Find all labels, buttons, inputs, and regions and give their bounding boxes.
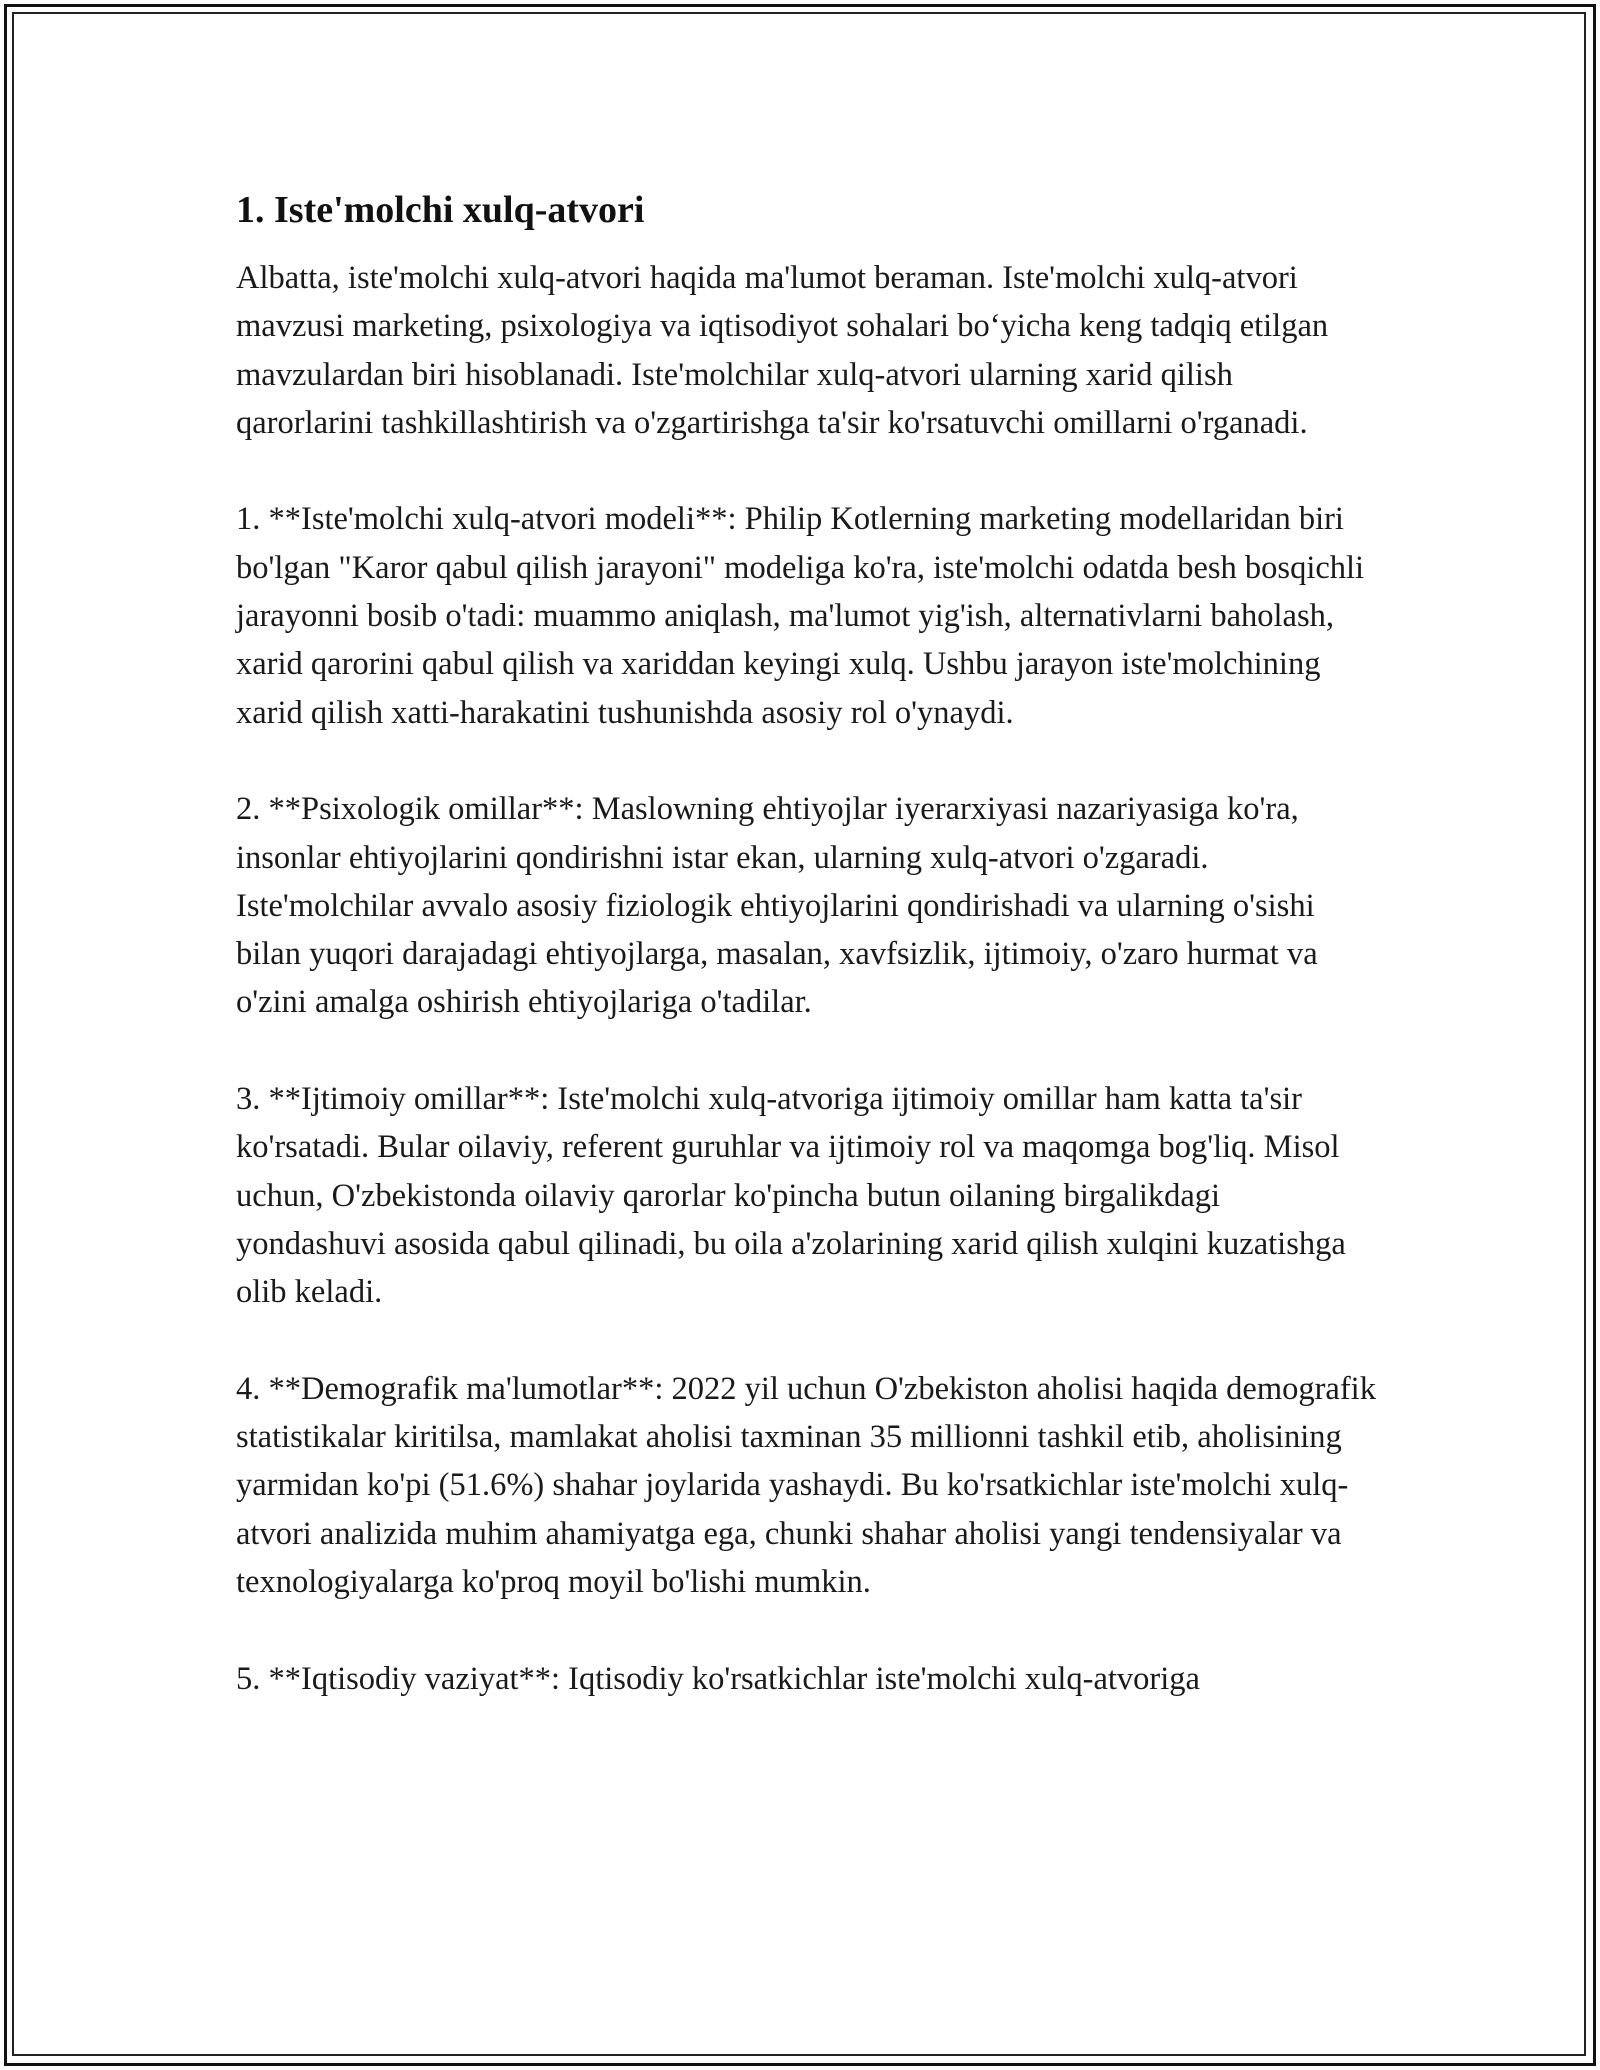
- paragraph-psychological: 2. **Psixologik omillar**: Maslowning ehtiyojlar iyerarxiyasi nazariyasiga ko'ra, insonlar ehtiyojlarini qondirishni istar ekan, ularning xulq-atvori o'zgaradi. Iste'molchilar avvalo asosiy fiziologik ehtiyojlarini qondirishadi va ularning o'sishi bilan yuqori darajadagi ehtiyojlarga, masalan, xavfsizlik, ijtimoiy, o'zaro hurmat va o'zini amalga oshirish ehtiyojlariga o'tadilar.: [236, 791, 1318, 1021]
- paragraph-economic: 5. **Iqtisodiy vaziyat**: Iqtisodiy ko'rsatkichlar iste'molchi xulq-atvoriga: [236, 1660, 1200, 1697]
- document-title: 1. Iste'molchi xulq-atvori: [236, 189, 645, 231]
- paragraph-intro: Albatta, iste'molchi xulq-atvori haqida ma'lumot beraman. Iste'molchi xulq-atvori mavzusi marketing, psixologiya va iqtisodiyot sohalari bo‘yicha keng tadqiq etilgan mavzulardan biri hisoblanadi. Iste'molchilar xulq-atvori ularning xarid qilish qarorlarini tashkillashtirish va o'zgartirishga ta'sir ko'rsatuvchi omillarni o'rganadi.: [236, 260, 1329, 441]
- paragraph-social: 3. **Ijtimoiy omillar**: Iste'molchi xulq-atvoriga ijtimoiy omillar ham katta ta'sir ko'rsatadi. Bular oilaviy, referent guruhlar va ijtimoiy rol va maqomga bog'liq. Misol uchun, O'zbekistonda oilaviy qarorlar ko'pincha butun oilaning birgalikdagi yondashuvi asosida qabul qilinadi, bu oila a'zolarining xarid qilish xulqini kuzatishga olib keladi.: [236, 1081, 1346, 1311]
- document-body: [236, 186, 1376, 1751]
- paragraph-demographic: 4. **Demografik ma'lumotlar**: 2022 yil uchun O'zbekiston aholisi haqida demografik statistikalar kiritilsa, mamlakat aholisi taxminan 35 millionni tashkil etib, aholisining yarmidan ko'pi (51.6%) shahar joylarida yashaydi. Bu ko'rsatkichlar iste'molchi xulq-atvori analizida muhim ahamiyatga ega, chunki shahar aholisi yangi tendensiyalar va texnologiyalarga ko'proq moyil bo'lishi mumkin.: [236, 1370, 1376, 1601]
- paragraph-model: 1. **Iste'molchi xulq-atvori modeli**: Philip Kotlerning marketing modellaridan biri bo'lgan "Karor qabul qilish jarayoni" modeliga ko'ra, iste'molchi odatda besh bosqichli jarayonni bosib o'tadi: muammo aniqlash, ma'lumot yig'ish, alternativlarni baholash, xarid qarorini qabul qilish va xariddan keyingi xulq. Ushbu jarayon iste'molchining xarid qilish xatti-harakatini tushunishda asosiy rol o'ynaydi.: [236, 501, 1365, 731]
